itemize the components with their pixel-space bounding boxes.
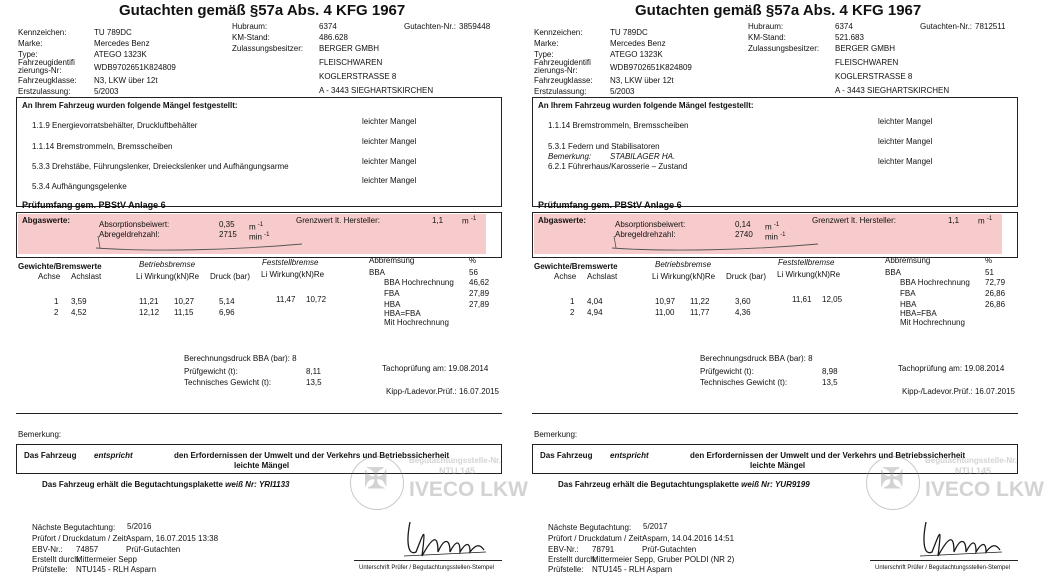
maengel-header: An Ihrem Fahrzeug wurden folgende Mängel festgestellt: [22, 101, 238, 110]
document-title: Gutachten gemäß §57a Abs. 4 KFG 1967 [635, 2, 922, 19]
tacho-label: Tachoprüfung am: [382, 364, 447, 373]
axle-1-fre: 12,05 [822, 295, 843, 304]
value-besitzer-2: FLEISCHWAREN [835, 58, 899, 67]
axle-1-li: 11,21 [139, 297, 159, 306]
label-gutachten-nr: Gutachten-Nr.: [404, 22, 457, 31]
defect-2-bemerkung-label: Bemerkung: [548, 152, 592, 161]
value-pruefstelle: NTU145 - RLH Asparn [592, 565, 673, 574]
pen-mark-svg [94, 236, 304, 252]
axle-1-li: 10,97 [655, 297, 676, 306]
pruefumfang-heading: Prüfumfang gem. PBStV Anlage 6 [22, 200, 166, 210]
value-erstellt: Mittermeier Sepp, Gruber POLDI (NR 2) [592, 555, 735, 564]
unit-m: m [249, 222, 256, 232]
plakette-weiss: weiß Nr: [741, 480, 773, 489]
col-achslast: Achslast [71, 272, 102, 281]
value-erstzulassung: 5/2003 [610, 87, 635, 96]
label-percent: % [469, 256, 477, 265]
col-li-wirkung: Li Wirkung(kN)Re [652, 272, 716, 281]
label-fahrzeugident-2: zierungs-Nr: [534, 66, 578, 75]
label-pruefort: Prüfort / Druckdatum / Zeit: [548, 534, 645, 543]
value-absorption: 0,14 [735, 220, 751, 229]
col-li-wirkung: Li Wirkung(kN)Re [136, 272, 200, 281]
label-hubraum: Hubraum: [232, 22, 268, 31]
defect-1-grade: leichter Mangel [362, 117, 417, 126]
value-kipp: 16.07.2015 [458, 387, 499, 396]
value-grenzwert: 1,1 [948, 216, 960, 225]
label-hubraum: Hubraum: [748, 22, 784, 31]
stamp-eagle: ✠ [364, 463, 388, 494]
signature [920, 512, 1010, 562]
label-km-stand: KM-Stand: [748, 33, 786, 42]
label-ebv: EBV-Nr.: [32, 545, 63, 554]
axle-2-achse: 2 [570, 308, 575, 317]
unit-m-2: m [978, 216, 985, 226]
label-ebv: EBV-Nr.: [548, 545, 579, 554]
value-besitzer-2: FLEISCHWAREN [319, 58, 383, 67]
label-absorption: Absorptionsbeiwert: [615, 220, 686, 229]
label-fahrzeugklasse: Fahrzeugklasse: [534, 76, 593, 85]
stamp-logo: IVECO LKW [925, 478, 1044, 501]
defect-3-grade: leichter Mangel [878, 157, 933, 166]
label-das-fahrzeug: Das Fahrzeug [24, 451, 77, 460]
pen-mark-svg [610, 236, 820, 252]
label-marke: Marke: [534, 39, 559, 48]
plakette-text: Das Fahrzeug erhält die Begutachtungsplakette [42, 480, 223, 489]
unit-m-exp: -1 [773, 222, 780, 228]
unit-m-2: m [462, 216, 469, 226]
label-abgaswerte: Abgaswerte: [22, 216, 71, 225]
signature [404, 512, 494, 562]
label-mit-hoch: Mit Hochrechnung [384, 318, 449, 327]
defect-3-grade: leichter Mangel [362, 157, 417, 166]
label-gutachten-nr: Gutachten-Nr.: [920, 22, 973, 31]
col-li-wirkung-fest: Li Wirkung(kN)Re [777, 270, 841, 279]
label-feststellbremse: Feststellbremse [778, 258, 835, 267]
value-berechnungsdruck: 8 [292, 354, 297, 363]
value-abregel: 2715 [219, 230, 237, 239]
label-erstellt: Erstellt durch: [32, 555, 81, 564]
axle-1-druck: 5,14 [219, 297, 235, 306]
value-adresse-1: KOGLERSTRASSE 8 [835, 72, 913, 81]
value-gutachten-nr: 7812511 [975, 22, 1006, 31]
unit-min: min [249, 232, 262, 242]
label-leichte-maengel: leichte Mängel [750, 461, 806, 470]
defect-1-grade: leichter Mangel [878, 117, 933, 126]
unit-grenzwert [978, 214, 992, 227]
value-plakette-nr: YUR9199 [774, 480, 810, 489]
label-unterschrift: Unterschrift Prüfer / Begutachtungsstellen-Stempel [875, 565, 1011, 571]
value-besitzer: BERGER GMBH [319, 44, 380, 53]
value-fba: 27,89 [469, 289, 490, 298]
defect-1-text: 1.1.14 Bremstrommeln, Bremsscheiben [548, 121, 689, 130]
unit-min-exp: -1 [264, 232, 270, 238]
label-pruefstelle: Prüfstelle: [548, 565, 584, 574]
value-kipp: 16.07.2015 [974, 387, 1015, 396]
defect-2-text: 1.1.14 Bremstrommeln, Bremsscheiben [32, 142, 173, 151]
value-entspricht: entspricht [610, 451, 649, 460]
unit-m: m [765, 222, 772, 232]
value-absorption: 0,35 [219, 220, 235, 229]
axle-1-re: 11,22 [690, 297, 710, 306]
label-gewichte: Gewichte/Bremswerte [534, 262, 618, 271]
label-abgaswerte: Abgaswerte: [538, 216, 587, 225]
label-pruefgewicht: Prüfgewicht (t): [700, 367, 754, 376]
label-fahrzeugident: Fahrzeugidentifi [534, 58, 591, 67]
value-abregel: 2740 [735, 230, 753, 239]
stamp-logo: IVECO LKW [409, 478, 528, 501]
col-achslast: Achslast [587, 272, 618, 281]
axle-1-re: 10,27 [174, 297, 195, 306]
label-fahrzeugident-2: zierungs-Nr: [18, 66, 62, 75]
tacho-label: Tachoprüfung am: [898, 364, 963, 373]
stamp-text-2: NTU 145 [955, 466, 992, 476]
value-adresse-1: KOGLERSTRASSE 8 [319, 72, 397, 81]
value-fahrzeugklasse: N3, LKW über 12t [94, 76, 158, 85]
label-kennzeichen: Kennzeichen: [18, 28, 67, 37]
defect-4-grade: leichter Mangel [362, 176, 417, 185]
defect-2-grade: leichter Mangel [878, 137, 933, 146]
value-erstzulassung: 5/2003 [94, 87, 119, 96]
col-druck: Druck (bar) [210, 272, 251, 281]
label-gewichte: Gewichte/Bremswerte [18, 262, 102, 271]
axle-2-achslast: 4,94 [587, 308, 603, 317]
berechnungsdruck-label: Berechnungsdruck BBA (bar): [184, 354, 290, 363]
label-techn-gewicht: Technisches Gewicht (t): [700, 378, 788, 387]
col-druck: Druck (bar) [726, 272, 767, 281]
plakette-weiss: weiß Nr: [225, 480, 257, 489]
label-leichte-maengel: leichte Mängel [234, 461, 290, 470]
value-gutachten-nr: 3859448 [459, 22, 491, 31]
stamp-text-1: Begutachtungsstelle-Nr. [409, 456, 502, 465]
value-fin: WDB9702651K824809 [94, 63, 176, 72]
label-hba: HBA [900, 300, 917, 309]
label-type: Type: [534, 50, 554, 59]
label-fahrzeugklasse: Fahrzeugklasse: [18, 76, 77, 85]
defect-3-text: 6.2.1 Führerhaus/Karosserie – Zustand [548, 162, 688, 171]
label-berechnungsdruck [700, 354, 813, 364]
value-bba: 51 [985, 268, 994, 277]
axle-2-li: 11,00 [655, 308, 675, 317]
divider-bemerkung [532, 413, 1018, 414]
label-abbremsung: Abbremsung [369, 256, 415, 265]
document-title: Gutachten gemäß §57a Abs. 4 KFG 1967 [119, 2, 406, 19]
defect-2-text: 5.3.1 Federn und Stabilisatoren [548, 142, 660, 151]
value-bba-hoch: 46,62 [469, 278, 490, 287]
unit-min-exp: -1 [780, 232, 786, 238]
defect-2-grade: leichter Mangel [362, 137, 417, 146]
label-erfordernissen: den Erfordernissen der Umwelt und der Verkehrs und Betriebssicherheit [690, 451, 966, 460]
axle-1-achslast: 4,04 [587, 297, 603, 306]
value-bba: 56 [469, 268, 478, 277]
value-ebv: 74857 [76, 545, 99, 554]
value-erstellt: Mittermeier Sepp [76, 555, 137, 564]
value-adresse-2: A - 3443 SIEGHARTSKIRCHEN [319, 86, 434, 95]
label-grenzwert: Grenzwert lt. Hersteller: [812, 216, 897, 225]
label-hba-fba: HBA=FBA [900, 309, 937, 318]
value-tacho: 19.08.2014 [964, 364, 1005, 373]
label-naechste: Nächste Begutachtung: [32, 523, 116, 532]
stamp-text-1: Begutachtungsstelle-Nr. [925, 456, 1018, 465]
axle-2-li: 12,12 [139, 308, 160, 317]
label-marke: Marke: [18, 39, 43, 48]
plakette-text: Das Fahrzeug erhält die Begutachtungsplakette [558, 480, 739, 489]
unit-m-exp: -1 [257, 222, 264, 228]
value-fba: 26,86 [985, 289, 1006, 298]
label-zulassungsbesitzer: Zulassungsbesitzer: [748, 44, 820, 53]
unit-m-2-exp: -1 [986, 216, 993, 222]
value-techn-gewicht: 13,5 [822, 378, 838, 387]
label-plakette [42, 480, 290, 490]
axle-1-fli: 11,47 [276, 295, 296, 304]
value-naechste: 5/2016 [127, 522, 152, 531]
defect-3-text: 5.3.3 Drehstäbe, Führungslenker, Dreieckslenker und Aufhängungsarme [32, 162, 289, 171]
label-hba: HBA [384, 300, 401, 309]
axle-2-re: 11,77 [690, 308, 710, 317]
kipp-label: Kipp-/Ladevor.Prüf.: [902, 387, 973, 396]
col-achse: Achse [38, 272, 61, 281]
label-erstzulassung: Erstzulassung: [534, 87, 587, 96]
label-betriebsbremse: Betriebsbremse [139, 260, 196, 269]
label-abbremsung: Abbremsung [885, 256, 931, 265]
unit-m-2-exp: -1 [470, 216, 477, 222]
pruefumfang-heading: Prüfumfang gem. PBStV Anlage 6 [538, 200, 682, 210]
label-erstellt: Erstellt durch: [548, 555, 597, 564]
value-kennzeichen: TU 789DC [610, 28, 648, 37]
label-feststellbremse: Feststellbremse [262, 258, 319, 267]
value-hba: 26,86 [985, 300, 1006, 309]
unit-grenzwert [462, 214, 476, 227]
value-pruefgewicht: 8,98 [822, 367, 838, 376]
col-achse: Achse [554, 272, 577, 281]
value-pruefort: Asparn, 14.04.2016 14:51 [642, 534, 735, 543]
label-type: Type: [18, 50, 38, 59]
signature-line [354, 560, 502, 561]
label-erfordernissen: den Erfordernissen der Umwelt und der Verkehrs und Betriebssicherheit [174, 451, 450, 460]
label-berechnungsdruck [184, 354, 297, 364]
value-techn-gewicht: 13,5 [306, 378, 322, 387]
label-pruefort: Prüfort / Druckdatum / Zeit: [32, 534, 129, 543]
axle-1-fli: 11,61 [792, 295, 812, 304]
value-tacho: 19.08.2014 [448, 364, 489, 373]
label-abregel: Abregeldrehzahl: [99, 230, 160, 239]
axle-1-achse: 1 [570, 297, 575, 306]
axle-2-re: 11,15 [174, 308, 194, 317]
value-marke: Mercedes Benz [94, 39, 150, 48]
label-erstzulassung: Erstzulassung: [18, 87, 71, 96]
label-plakette [558, 480, 810, 490]
value-type: ATEGO 1323K [94, 50, 147, 59]
label-fba: FBA [900, 289, 916, 298]
label-bba: BBA [369, 268, 386, 277]
maengel-box [532, 97, 1018, 207]
stamp-eagle: ✠ [880, 463, 904, 494]
label-abregel: Abregeldrehzahl: [615, 230, 676, 239]
label-bba: BBA [885, 268, 902, 277]
label-percent: % [985, 256, 993, 265]
kipp-label: Kipp-/Ladevor.Prüf.: [386, 387, 457, 396]
value-bba-hoch: 72,79 [985, 278, 1006, 287]
defect-1-text: 1.1.9 Energievorratsbehälter, Druckluftbehälter [32, 121, 198, 130]
value-plakette-nr: YRI1133 [258, 480, 290, 489]
value-hubraum: 6374 [835, 22, 853, 31]
label-kennzeichen: Kennzeichen: [534, 28, 583, 37]
label-bemerkung-bottom: Bemerkung: [18, 430, 62, 439]
label-bemerkung-bottom: Bemerkung: [534, 430, 578, 439]
gutachten-left [14, 0, 528, 580]
label-betriebsbremse: Betriebsbremse [655, 260, 712, 269]
label-pruef-gutachten: Prüf-Gutachten [126, 545, 181, 554]
label-pruef-gutachten: Prüf-Gutachten [642, 545, 697, 554]
label-pruefstelle: Prüfstelle: [32, 565, 68, 574]
label-kipp [902, 387, 1015, 397]
value-entspricht: entspricht [94, 451, 133, 460]
axle-2-druck: 6,96 [219, 308, 235, 317]
axle-1-druck: 3,60 [735, 297, 751, 306]
label-pruefgewicht: Prüfgewicht (t): [184, 367, 238, 376]
label-unterschrift: Unterschrift Prüfer / Begutachtungsstellen-Stempel [359, 565, 495, 571]
axle-2-achslast: 4,52 [71, 308, 87, 317]
value-km-stand: 521.683 [835, 33, 864, 42]
label-fahrzeugident: Fahrzeugidentifi [18, 58, 75, 67]
axle-1-achslast: 3,59 [71, 297, 87, 306]
maengel-header: An Ihrem Fahrzeug wurden folgende Mängel festgestellt: [538, 101, 754, 110]
label-hba-fba: HBA=FBA [384, 309, 421, 318]
label-tacho [382, 364, 488, 374]
value-berechnungsdruck: 8 [808, 354, 813, 363]
value-km-stand: 486.628 [319, 33, 348, 42]
label-zulassungsbesitzer: Zulassungsbesitzer: [232, 44, 304, 53]
value-ebv: 78791 [592, 545, 615, 554]
label-km-stand: KM-Stand: [232, 33, 270, 42]
label-naechste: Nächste Begutachtung: [548, 523, 632, 532]
value-hubraum: 6374 [319, 22, 337, 31]
value-pruefstelle: NTU145 - RLH Asparn [76, 565, 157, 574]
gutachten-right [530, 0, 1044, 580]
label-bba-hoch: BBA Hochrechnung [900, 278, 970, 287]
value-kennzeichen: TU 789DC [94, 28, 132, 37]
berechnungsdruck-label: Berechnungsdruck BBA (bar): [700, 354, 806, 363]
label-techn-gewicht: Technisches Gewicht (t): [184, 378, 272, 387]
value-grenzwert: 1,1 [432, 216, 444, 225]
label-bba-hoch: BBA Hochrechnung [384, 278, 454, 287]
label-mit-hoch: Mit Hochrechnung [900, 318, 965, 327]
value-pruefort: Asparn, 16.07.2015 13:38 [126, 534, 219, 543]
value-hba: 27,89 [469, 300, 490, 309]
value-fahrzeugklasse: N3, LKW über 12t [610, 76, 674, 85]
label-absorption: Absorptionsbeiwert: [99, 220, 170, 229]
col-li-wirkung-fest: Li Wirkung(kN)Re [261, 270, 325, 279]
value-adresse-2: A - 3443 SIEGHARTSKIRCHEN [835, 86, 950, 95]
label-grenzwert: Grenzwert lt. Hersteller: [296, 216, 381, 225]
value-naechste: 5/2017 [643, 522, 668, 531]
label-tacho [898, 364, 1004, 374]
signature-line [870, 560, 1018, 561]
defect-4-text: 5.3.4 Aufhängungsgelenke [32, 182, 127, 191]
value-type: ATEGO 1323K [610, 50, 663, 59]
value-marke: Mercedes Benz [610, 39, 666, 48]
value-pruefgewicht: 8,11 [306, 367, 321, 376]
defect-2-bemerkung: STABILAGER HA. [610, 152, 676, 161]
value-besitzer: BERGER GMBH [835, 44, 896, 53]
axle-1-fre: 10,72 [306, 295, 327, 304]
divider-bemerkung [16, 413, 502, 414]
label-kipp [386, 387, 499, 397]
unit-min: min [765, 232, 778, 242]
label-das-fahrzeug: Das Fahrzeug [540, 451, 593, 460]
axle-1-achse: 1 [54, 297, 59, 306]
label-fba: FBA [384, 289, 400, 298]
stamp-text-2: NTU 145 [439, 466, 476, 476]
value-fin: WDB9702651K824809 [610, 63, 692, 72]
axle-2-achse: 2 [54, 308, 59, 317]
axle-2-druck: 4,36 [735, 308, 751, 317]
